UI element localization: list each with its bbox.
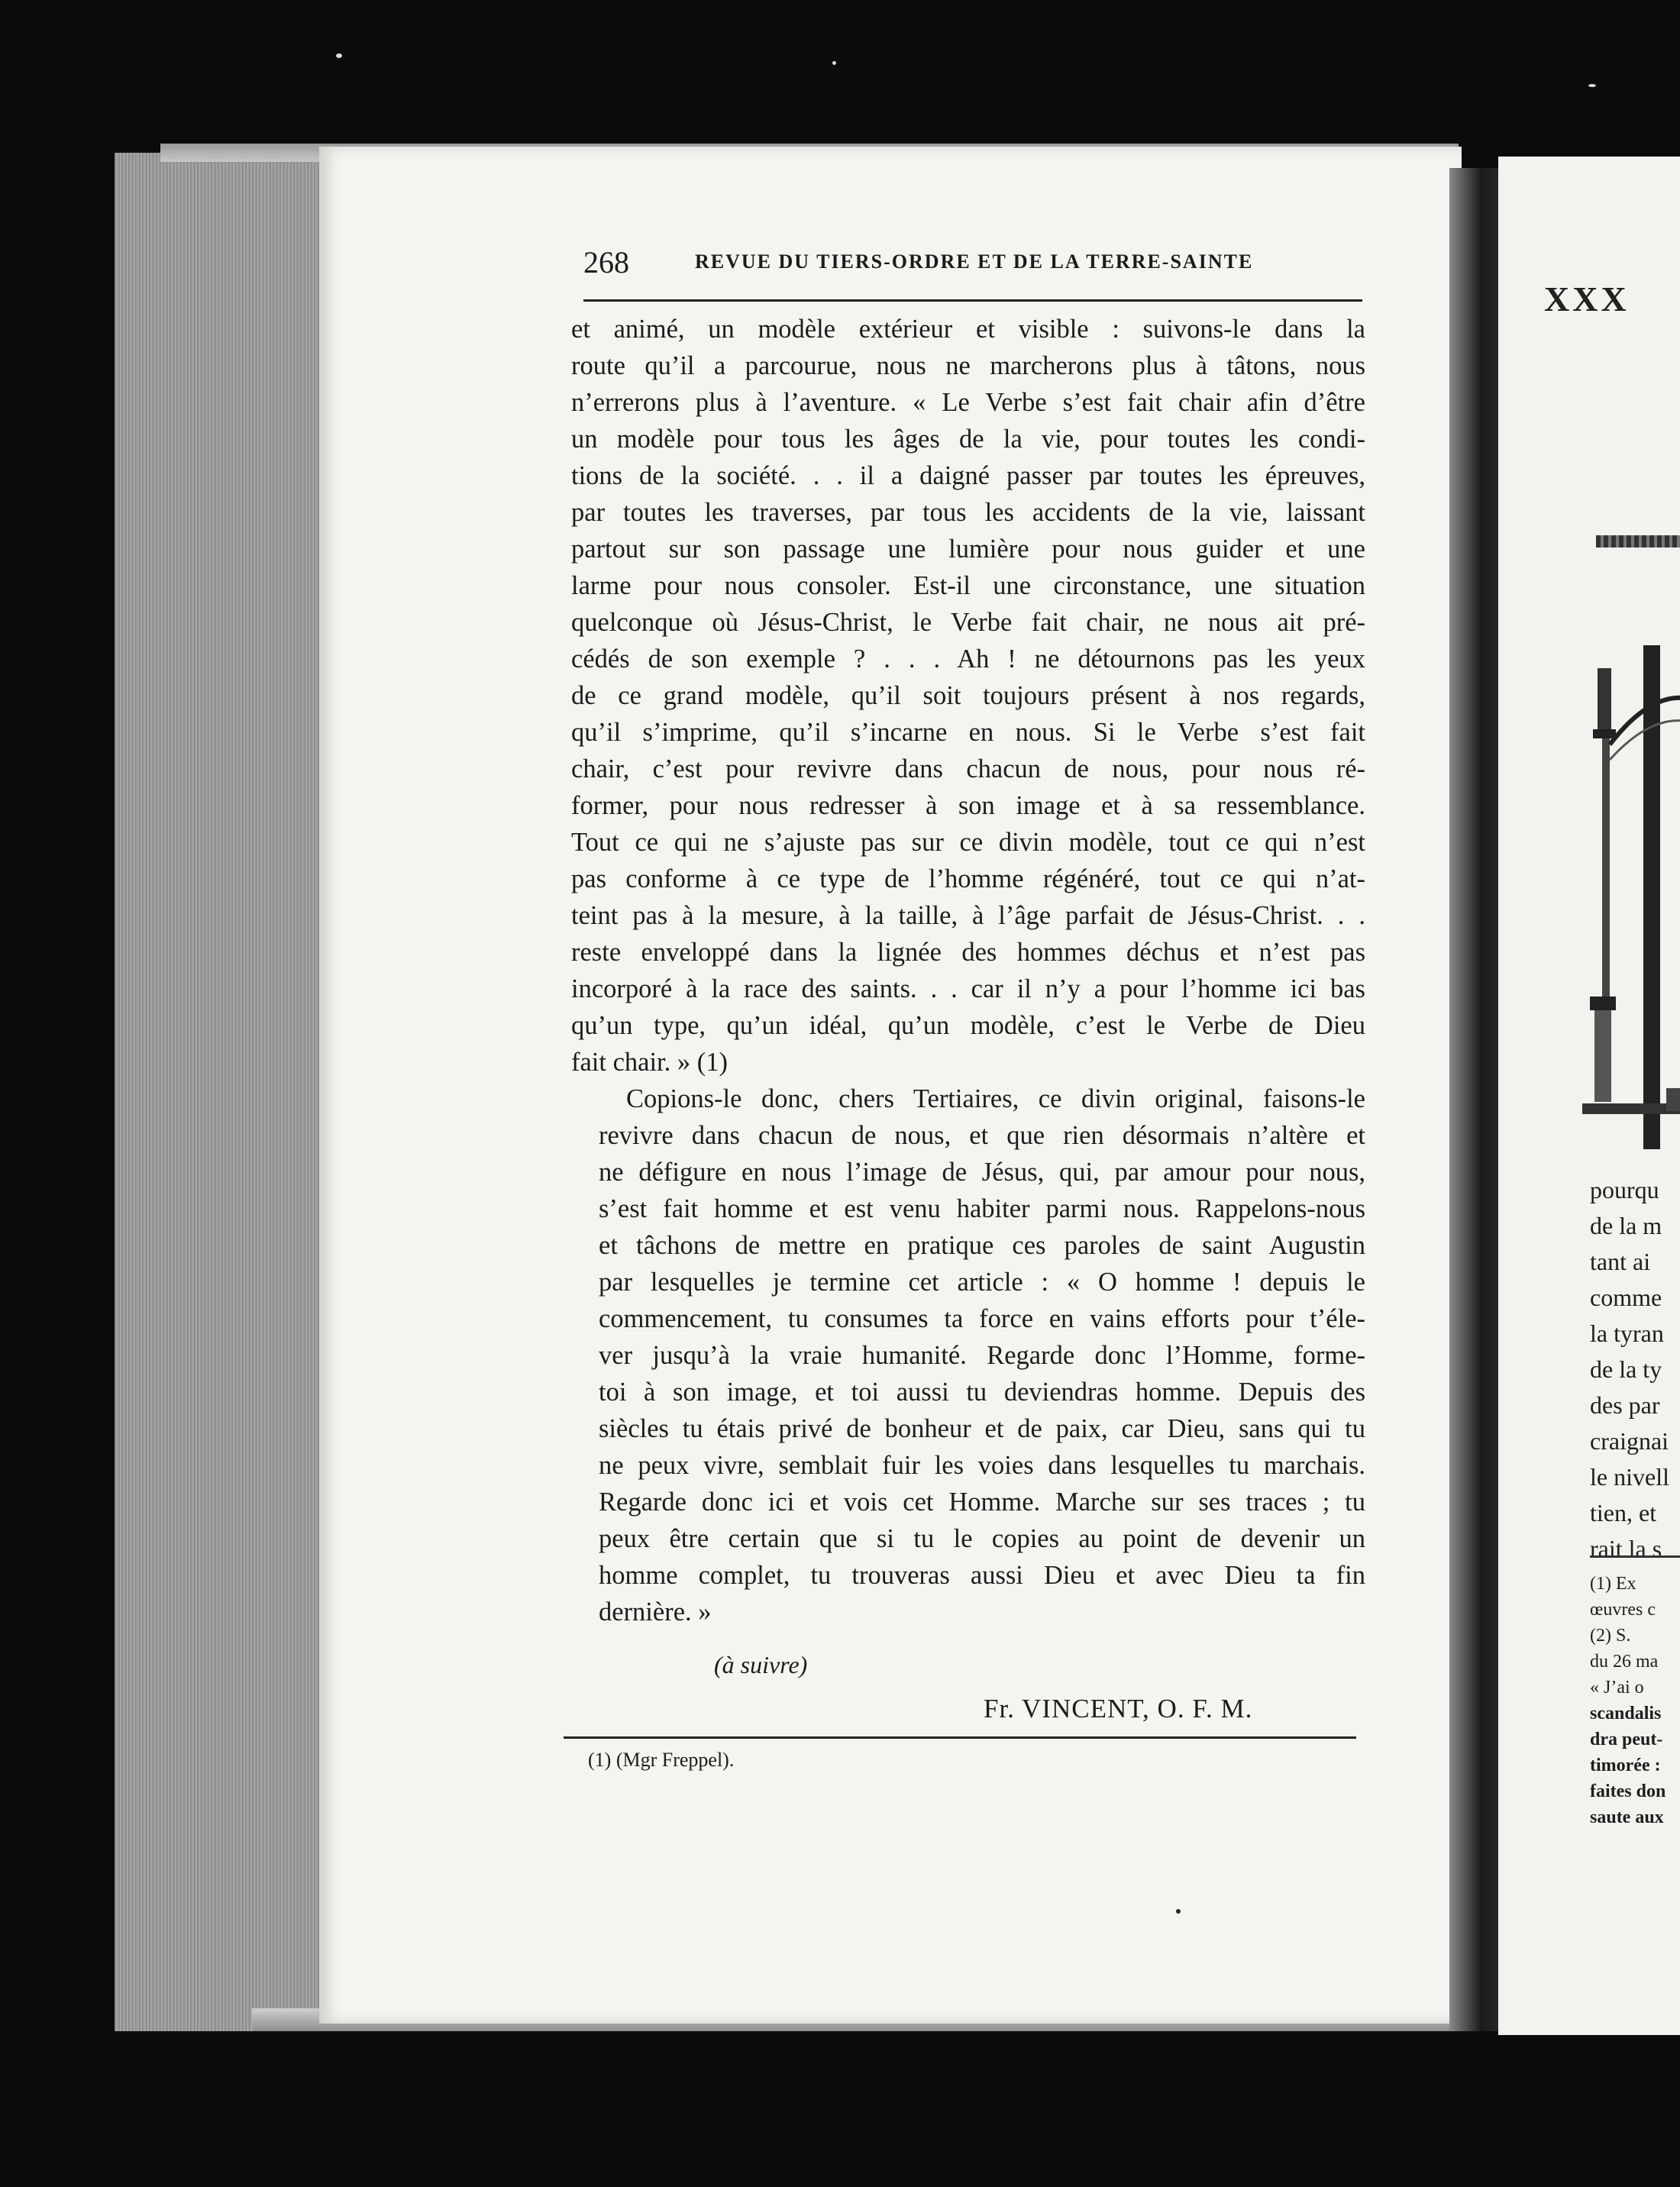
footnote-line: timorée : [1590,1756,1661,1775]
text-line: et animé, un modèle extérieur et visible : suivons-le dans la [571,315,1365,344]
dust-speck [336,53,342,58]
footnote-line: saute aux [1590,1807,1664,1827]
right-footnote-rule [1590,1555,1680,1558]
right-page [1498,157,1680,2035]
text-line: tions de la société. . . il a daigné passer par toutes les épreuves, [571,461,1365,490]
text-line: route qu’il a parcourue, nous ne marcherons plus à tâtons, nous [571,351,1365,380]
dust-speck [1588,84,1596,87]
text-line: de la ty [1590,1355,1662,1383]
text-line: reste enveloppé dans la lignée des hommes déchus et n’est pas [571,938,1365,967]
text-line: quelconque où Jésus-Christ, le Verbe fait chair, ne nous ait pré- [571,608,1365,637]
text-line: homme complet, tu trouveras aussi Dieu et avec Dieu ta fin [599,1561,1365,1590]
right-page-text [1590,1172,1680,1567]
text-line: cédés de son exemple ? . . . Ah ! ne détournons pas les yeux [571,644,1365,674]
text-line: Regarde donc ici et vois cet Homme. Marche sur ses traces ; tu [599,1488,1365,1517]
book-page-edges [115,153,328,2031]
header-rule [583,299,1362,302]
decorative-band [1596,535,1680,548]
footnote-line: dra peut- [1590,1730,1663,1749]
text-line: ne peux vivre, semblait fuir les voies dans lesquelles tu marchais. [599,1451,1365,1480]
text-line: qu’un type, qu’un idéal, qu’un modèle, c’est le Verbe de Dieu [571,1011,1365,1040]
footnote: (1) (Mgr Freppel). [588,1749,735,1771]
footnote-line: du 26 ma [1590,1652,1659,1672]
gothic-arch-illustration [1582,645,1680,1149]
footnote-line: « J’ai o [1590,1678,1644,1698]
running-title: REVUE DU TIERS-ORDRE ET DE LA TERRE-SAINTE [695,250,1254,273]
ornament-header: XXX [1544,279,1630,318]
text-line: chair, c’est pour revivre dans chacun de nous, pour nous ré- [571,754,1365,783]
paragraph-1 [571,311,1365,1081]
text-line: et tâchons de mettre en pratique ces paroles de saint Augustin [599,1231,1365,1260]
author-signature: Fr. VINCENT, O. F. M. [984,1694,1253,1723]
text-line: commencement, tu consumes ta force en vains efforts pour t’éle- [599,1304,1365,1333]
text-line: fait chair. » (1) [571,1048,728,1077]
text-line: un modèle pour tous les âges de la vie, pour toutes les condi- [571,425,1365,454]
footnote-line: œuvres c [1590,1600,1656,1620]
text-line: Tout ce qui ne s’ajuste pas sur ce divin modèle, tout ce qui n’est [571,828,1365,857]
text-line: dernière. » [599,1597,712,1627]
text-line: s’est fait homme et est venu habiter parmi nous. Rappelons-nous [599,1194,1365,1223]
text-line: ne défigure en nous l’image de Jésus, qui, par amour pour nous, [599,1158,1365,1187]
text-line: Copions-le donc, chers Tertiaires, ce divin original, faisons-le [626,1084,1365,1113]
text-line: incorporé à la race des saints. . . car il n’y a pour l’homme ici bas [571,974,1365,1003]
book-gutter [1449,168,1503,2031]
text-line: teint pas à la mesure, à la taille, à l’âge parfait de Jésus-Christ. . . [571,901,1365,930]
footnote-line: scandalis [1590,1704,1662,1723]
footnote-line: (2) S. [1590,1626,1631,1646]
text-line: ver jusqu’à la vraie humanité. Regarde donc l’Homme, forme- [599,1341,1365,1370]
text-line: peux être certain que si tu le copies au point de devenir un [599,1524,1365,1553]
text-line: des par [1590,1391,1660,1419]
text-line: siècles tu étais privé de bonheur et de paix, car Dieu, sans qui tu [599,1414,1365,1443]
body-text [571,311,1365,1630]
text-line: larme pour nous consoler. Est-il une circonstance, une situation [571,571,1365,600]
right-page-footnotes [1590,1571,1680,1830]
running-head [583,244,1362,281]
paragraph-2 [571,1081,1365,1630]
text-line: former, pour nous redresser à son image et à sa ressemblance. [571,791,1365,820]
text-line: de la m [1590,1212,1662,1239]
text-line: toi à son image, et toi aussi tu deviendras homme. Depuis des [599,1378,1365,1407]
text-line: pourqu [1590,1176,1659,1203]
text-line: n’errerons plus à l’aventure. « Le Verbe s’est fait chair afin d’être [571,388,1365,417]
text-line: qu’il s’imprime, qu’il s’incarne en nous. Si le Verbe s’est fait [571,718,1365,747]
text-line: tien, et [1590,1499,1657,1526]
footnote-rule [564,1736,1356,1739]
dust-speck [832,61,836,65]
text-line: comme [1590,1284,1662,1311]
text-line: pas conforme à ce type de l’homme régénéré, tout ce qui n’at- [571,864,1365,893]
text-line: le nivell [1590,1463,1669,1491]
text-line: tant ai [1590,1248,1651,1275]
text-line: la tyran [1590,1320,1664,1347]
to-be-continued: (à suivre) [714,1651,808,1678]
text-line: par toutes les traverses, par tous les accidents de la vie, laissant [571,498,1365,527]
text-line: partout sur son passage une lumière pour nous guider et une [571,535,1365,564]
text-line: par lesquelles je termine cet article : « O homme ! depuis le [599,1268,1365,1297]
page-number: 268 [583,245,629,279]
footnote-line: faites don [1590,1782,1666,1801]
text-line: de ce grand modèle, qu’il soit toujours présent à nos regards, [571,681,1365,710]
dust-speck [1176,1909,1181,1914]
text-line: revivre dans chacun de nous, et que rien désormais n’altère et [599,1121,1365,1150]
text-line: rait la s [1590,1535,1662,1562]
text-line: craignai [1590,1427,1669,1455]
footnote-line: (1) Ex [1590,1574,1636,1594]
